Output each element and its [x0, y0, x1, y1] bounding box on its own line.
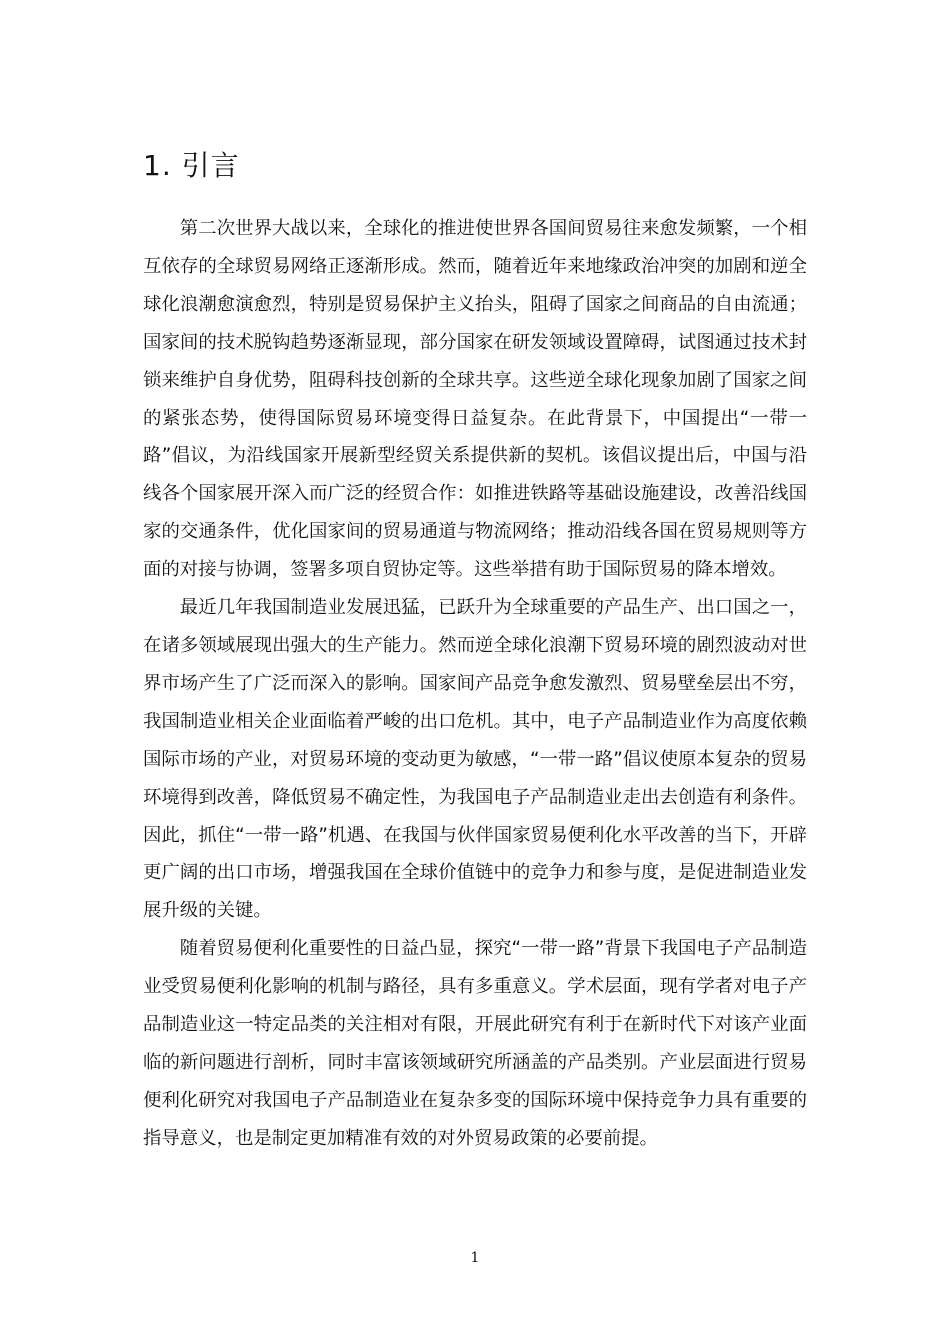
- paragraph-1: 第二次世界大战以来，全球化的推进使世界各国间贸易往来愈发频繁，一个相互依存的全球贸易网络正逐渐形成。然而，随着近年来地缘政治冲突的加剧和逆全球化浪潮愈演愈烈，特别是贸易保护主义抬头，阻碍了国家之间商品的自由流通；国家间的技术脱钩趋势逐渐显现，部分国家在研发领域设置障碍，试图通过技术封锁来维护自身优势，阻碍科技创新的全球共享。这些逆全球化现象加剧了国家之间的紧张态势，使得国际贸易环境变得日益复杂。在此背景下，中国提出“一带一路”倡议，为沿线国家开展新型经贸关系提供新的契机。该倡议提出后，中国与沿线各个国家展开深入而广泛的经贸合作：如推进铁路等基础设施建设，改善沿线国家的交通条件，优化国家间的贸易通道与物流网络；推动沿线各国在贸易规则等方面的对接与协调，签署多项自贸协定等。这些举措有助于国际贸易的降本增效。: [143, 218, 807, 581]
- body-text: [143, 210, 807, 1158]
- paragraph-3: 随着贸易便利化重要性的日益凸显，探究“一带一路”背景下我国电子产品制造业受贸易便利化影响的机制与路径，具有多重意义。学术层面，现有学者对电子产品制造业这一特定品类的关注相对有限，开展此研究有利于在新时代下对该产业面临的新问题进行剖析，同时丰富该领域研究所涵盖的产品类别。产业层面进行贸易便利化研究对我国电子产品制造业在复杂多变的国际环境中保持竞争力具有重要的指导意义，也是制定更加精准有效的对外贸易政策的必要前提。: [143, 938, 807, 1149]
- paragraph-2: 最近几年我国制造业发展迅猛，已跃升为全球重要的产品生产、出口国之一，在诸多领域展现出强大的生产能力。然而逆全球化浪潮下贸易环境的剧烈波动对世界市场产生了广泛而深入的影响。国家间产品竞争愈发激烈、贸易壁垒层出不穷，我国制造业相关企业面临着严峻的出口危机。其中，电子产品制造业作为高度依赖国际市场的产业，对贸易环境的变动更为敏感，“一带一路”倡议使原本复杂的贸易环境得到改善，降低贸易不确定性，为我国电子产品制造业走出去创造有利条件。因此，抓住“一带一路”机遇、在我国与伙伴国家贸易便利化水平改善的当下，开辟更广阔的出口市场，增强我国在全球价值链中的竞争力和参与度，是促进制造业发展升级的关键。: [143, 597, 807, 922]
- section-heading: 1. 引言: [143, 149, 240, 182]
- page-number: 1: [470, 1250, 480, 1266]
